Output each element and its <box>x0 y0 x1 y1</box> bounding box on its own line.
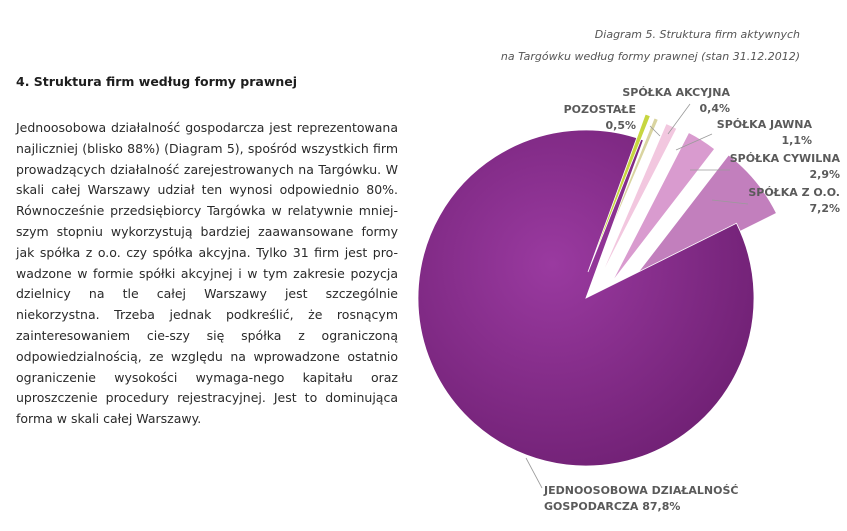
leader-line-1 <box>668 104 690 134</box>
section-body-text: Jednoosobowa działalność gospodarcza jest reprezentowana najliczniej (blisko 88%) (Diagram 5), spośród wszystkich firm prowadzących działalność zarejestrowanych na Targówku. W skali całej Warszawy udział ten wynosi odpowiednio 80%. Równocześnie przedsiębiorcy Targówka w relatywnie mniej-szym stopniu wykorzystują bardziej zaawansowane formy jak spółka z o.o. czy spółka akcyjna. Tylko 31 firm jest pro-wadzone w formie spółki akcyjnej i w tym zakresie pozycja dzielnicy na tle całej Warszawy jest szczególnie niekorzystna. Trzeba jednak podkreślić, że rosnącym zainteresowaniem cie-szy się spółka z ograniczoną odpowiedzialnością, ze względu na wprowadzone ostatnio ograniczenie wysokości wymaga-nego kapitału oraz uproszczenie procedury rejestracyjnej. Jest to dominująca forma w skali całej Warszawy. <box>16 120 398 427</box>
chart-caption-line-2: na Targówku według formy prawnej (stan 31.12.2012) <box>500 50 800 63</box>
slice-label-4: SPÓŁKA Z O.O. 7,2% <box>748 186 840 215</box>
slice-label-5: JEDNOOSOBOWA DZIAŁALNOŚĆ GOSPODARCZA 87,8% <box>544 484 739 513</box>
leader-line-5 <box>526 458 542 488</box>
pie-slice-5 <box>418 130 754 466</box>
slice-label-6: POZOSTAŁE 0,5% <box>563 103 636 132</box>
slice-label-3: SPÓŁKA CYWILNA 2,9% <box>729 152 840 181</box>
slice-label-2: SPÓŁKA JAWNA 1,1% <box>716 118 812 147</box>
section-heading: 4. Struktura firm według formy prawnej <box>16 74 298 89</box>
chart-caption-line-1: Diagram 5. Struktura firm aktywnych <box>594 28 800 41</box>
slice-label-1: SPÓŁKA AKCYJNA 0,4% <box>622 86 730 115</box>
